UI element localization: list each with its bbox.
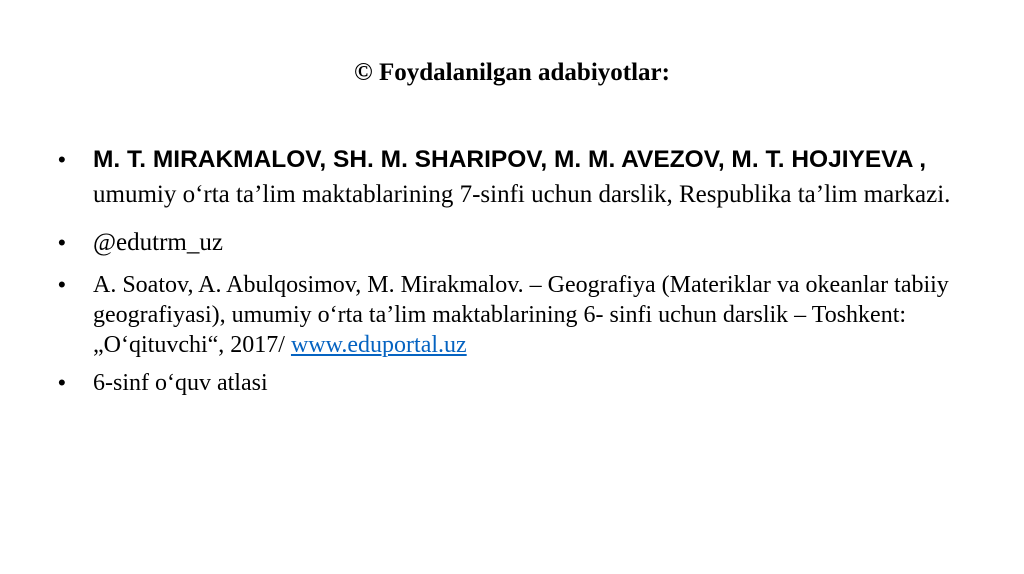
reference-text: 6-sinf o‘quv atlasi [93, 370, 268, 396]
bullet-icon: • [58, 230, 66, 255]
reference-text: @edutrm_uz [93, 229, 223, 256]
bullet-icon: • [58, 147, 66, 172]
reference-text: umumiy o‘rta ta’lim maktablarining 7-sinfi uchun darslik, Respublika ta’lim markazi. [93, 181, 951, 208]
reference-item [0, 142, 1024, 212]
reference-item [0, 225, 1024, 260]
reference-authors: M. T. MIRAKMALOV, SH. M. SHARIPOV, M. M. AVEZOV, M. T. HOJIYEVA , [93, 146, 927, 173]
slide-title: © Foydalanilgan adabiyotlar: [354, 59, 670, 86]
bullet-icon: • [58, 370, 66, 395]
reference-list [0, 142, 1024, 398]
reference-item [0, 368, 1024, 398]
eduportal-link[interactable]: www.eduportal.uz [290, 332, 467, 358]
bullet-icon: • [58, 272, 66, 297]
reference-text: A. Soatov, A. Abulqosimov, M. Mirakmalov. – Geografiya (Materiklar va okeanlar tabiiy geografiyasi), umumiy o‘rta ta’lim maktablarining 6- sinfi uchun darslik – Toshkent: „O‘qituvchi“, 2017/ [93, 272, 949, 358]
reference-item [0, 270, 1024, 360]
